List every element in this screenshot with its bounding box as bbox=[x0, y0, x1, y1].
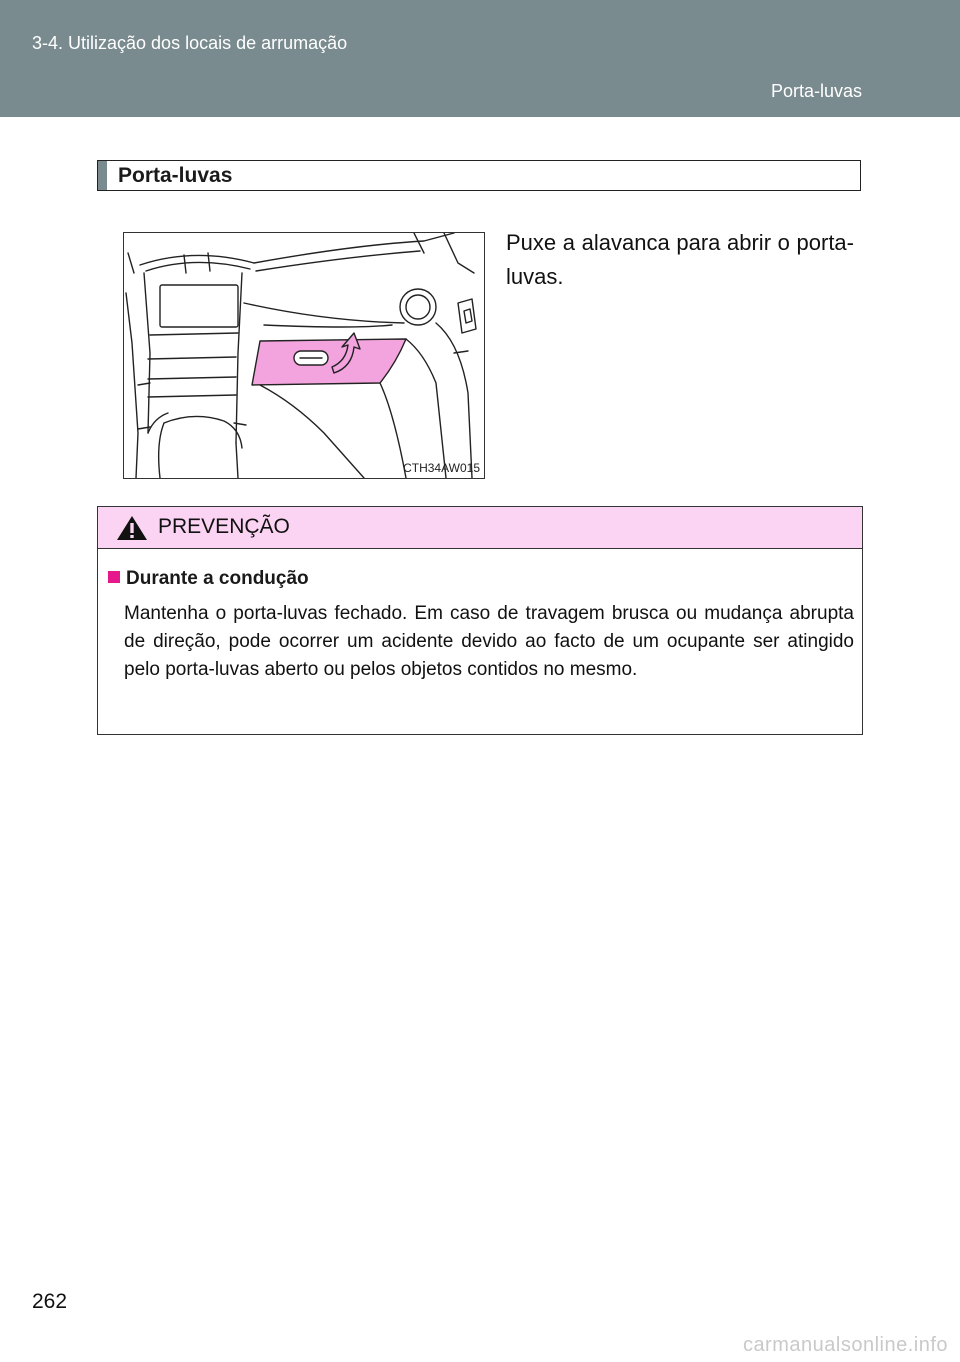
dashboard-drawing bbox=[124, 233, 484, 478]
header-band bbox=[0, 0, 960, 117]
warning-subheading-text: Durante a condução bbox=[126, 568, 309, 589]
warning-triangle-icon bbox=[116, 515, 148, 541]
warning-box bbox=[97, 506, 863, 735]
square-bullet-icon bbox=[108, 571, 120, 583]
glovebox-illustration bbox=[123, 232, 485, 479]
section-label: Porta-luvas bbox=[770, 81, 862, 101]
intro-text: Puxe a alavanca para abrir o porta-luvas. bbox=[506, 230, 854, 289]
watermark: carmanualsonline.info bbox=[742, 1334, 948, 1356]
section-heading-bar bbox=[98, 161, 107, 190]
section-heading bbox=[97, 160, 861, 191]
warning-header bbox=[98, 507, 862, 549]
warning-title: PREVENÇÃO bbox=[158, 515, 290, 538]
warning-body: Mantenha o porta-luvas fechado. Em caso de travagem brusca ou mudança abrupta de direção, pode ocorrer um acidente devido ao facto de um ocupante ser atingido pelo porta-luvas aberto ou pelos objetos contidos no mesmo. bbox=[124, 603, 854, 680]
chapter-title: 3-4. Utilização dos locais de arrumação bbox=[32, 33, 348, 53]
section-heading-title: Porta-luvas bbox=[118, 164, 233, 187]
page-number: 262 bbox=[32, 1290, 68, 1313]
figure-code: CTH34AW015 bbox=[403, 461, 480, 475]
warning-subheading bbox=[108, 568, 309, 590]
